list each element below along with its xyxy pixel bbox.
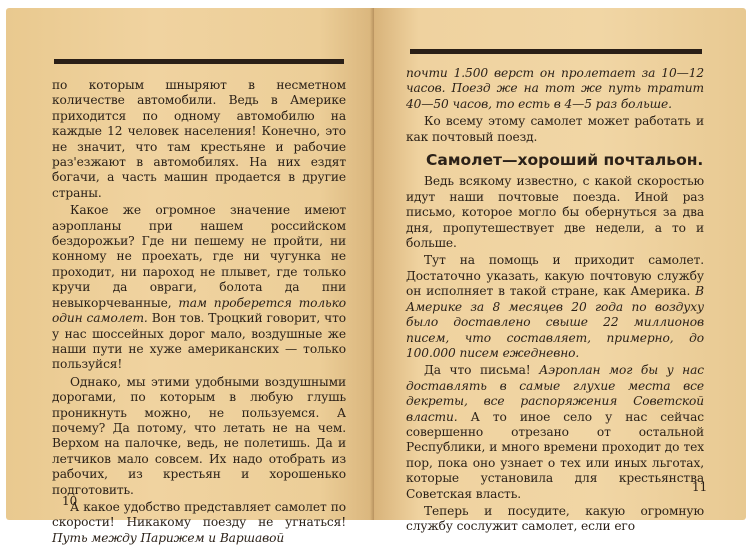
page-number: 10: [62, 494, 78, 508]
paragraph: Ко всему этому самолет может работать и как почтовый поезд.: [406, 114, 704, 144]
paragraph: Однако, мы этими удобными воздушными дорогами, по которым в любую глушь проникнуть можно, не пользуемся. А почему? Да потому, что летать не на чем. Верхом на палочке, ведь, не полетишь. Да и летчиков мало совсем. Их надо отобрать из рабочих, из крестьян и хорошенько подготовить.: [52, 374, 346, 497]
header-rule: [54, 59, 344, 64]
page-number: 11: [692, 480, 708, 494]
paragraph: Ведь всякому известно, с какой скоростью идут наши почтовые поезда. Иной раз письмо, которое могло бы обернуться за два дня, пропутешествует две недели, а то и больше.: [406, 174, 704, 251]
paragraph: по которым шныряют в несметном количестве автомобили. Ведь в Америке приходится по одному автомобилю на каждые 12 человек населения! Конечно, это не значит, что там крестьяне и рабочие раз'езжают в автомобилях. На них ездят богачи, а часть машин продается в другие страны.: [52, 78, 346, 200]
section-heading: Самолет—хороший почтальон.: [426, 151, 704, 170]
left-page: [6, 8, 374, 545]
right-page: [374, 8, 746, 534]
paragraph: Какое же огромное значение имеют аэропланы при нашем российском бездорожьи? Где ни пешему не пройти, ни конному не проехать, где ни чугунка не проходит, ни пароход не плывет, где только кручи да овраги, болота да пни невыкорчеванные, там проберется только один самолет. Вон тов. Троцкий говорит, что у нас шоссейных дорог мало, воздушные же наши пути не хуже американских — только пользуйся!: [52, 203, 347, 372]
header-rule: [410, 49, 702, 54]
left-text-column: [52, 78, 346, 548]
paragraph: Теперь и посудите, какую огромную службу сослужит самолет, если его: [406, 503, 704, 534]
paragraph: почти 1.500 верст он пролетает за 10—12 часов. Поезд же на тот же путь тратит 40—50 часов, то есть в 4—5 раз больше.: [406, 66, 704, 111]
paragraph: Тут на помощь и приходит самолет. Достаточно указать, какую почтовую службу он исполняет в такой стране, как Америка. В Америке за 8 месяцев 20 года по воздуху было доставлено свыше 22 миллионов писем, что составляет, примерно, до 100.000 писем ежедневно.: [406, 253, 704, 360]
paragraph: Да что письма! Аэроплан мог бы у нас доставлять в самые глухие места все декреты, все распоряжения Советской власти. А то иное село у нас сейчас совершенно отрезано от остальной Республики, и много времени проходит до тех пор, пока оно узнает о тех или иных льготах, которые установила для крестьянства Советская власть.: [406, 363, 704, 501]
paragraph: А какое удобство представляет самолет по скорости! Никакому поезду не угнаться! Путь между Парижем и Варшавой: [52, 499, 346, 545]
right-text-column: [406, 66, 704, 537]
